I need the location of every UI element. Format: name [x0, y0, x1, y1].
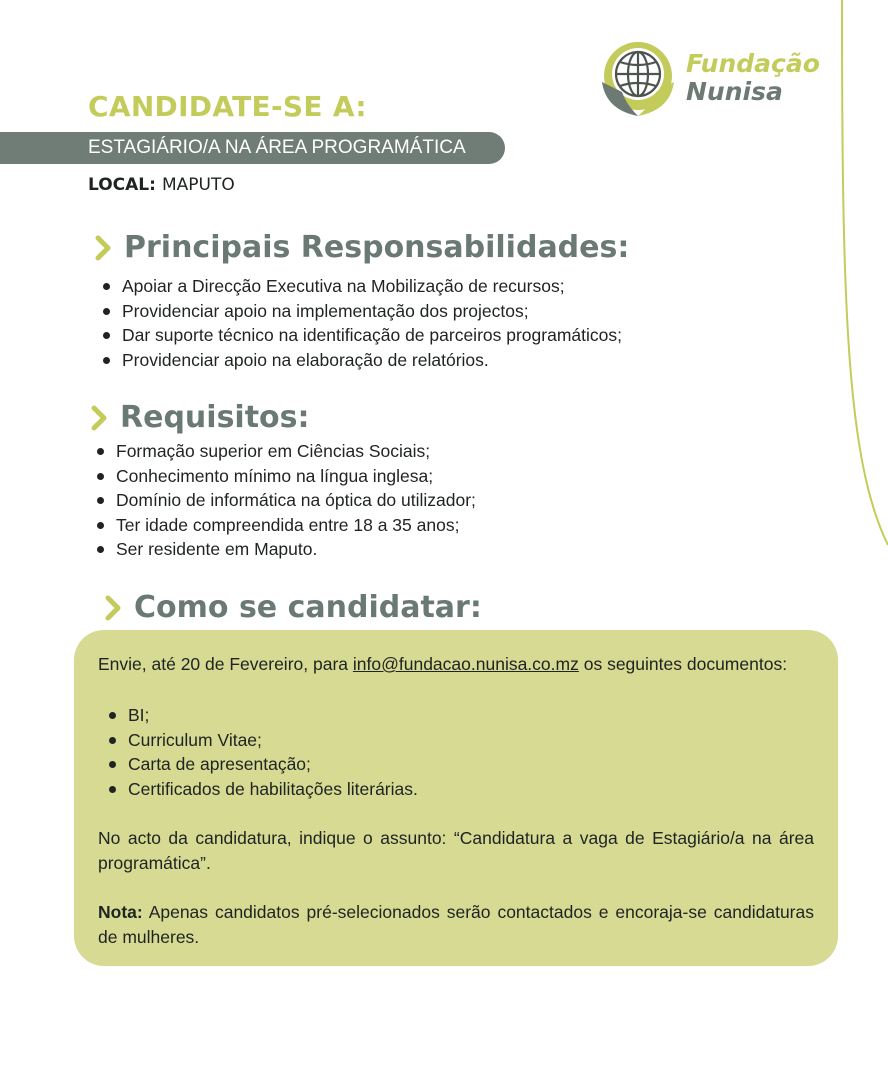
list-item: Providenciar apoio na implementação dos projectos; — [98, 299, 622, 324]
chevron-right-icon — [94, 235, 112, 261]
list-item: Dar suporte técnico na identificação de parceiros programáticos; — [98, 323, 622, 348]
apply-intro-before: Envie, até 20 de Fevereiro, para — [98, 654, 349, 674]
position-title: ESTAGIÁRIO/A NA ÁREA PROGRAMÁTICA — [88, 137, 466, 158]
requirements-heading — [90, 400, 310, 435]
list-item: Certificados de habilitações literárias. — [104, 777, 418, 802]
position-banner — [0, 132, 505, 164]
note — [98, 900, 814, 949]
documents-list — [104, 703, 418, 801]
list-item: Providenciar apoio na elaboração de relatórios. — [98, 348, 622, 373]
list-item: Ter idade compreendida entre 18 a 35 anos; — [92, 513, 476, 538]
apply-heading-text: Como se candidatar: — [134, 590, 482, 625]
list-item: Formação superior em Ciências Sociais; — [92, 439, 476, 464]
list-item: BI; — [104, 703, 418, 728]
location-value: MAPUTO — [161, 175, 235, 195]
responsibilities-heading — [94, 230, 629, 265]
chevron-right-icon — [90, 405, 108, 431]
responsibilities-list — [98, 274, 622, 372]
list-item: Curriculum Vitae; — [104, 728, 418, 753]
globe-hands-icon — [596, 38, 682, 122]
note-label: Nota: — [98, 902, 143, 922]
apply-intro — [98, 652, 814, 677]
list-item: Ser residente em Maputo. — [92, 537, 476, 562]
apply-info-box — [74, 630, 838, 966]
apply-heading — [104, 590, 482, 625]
list-item: Domínio de informática na óptica do utilizador; — [92, 488, 476, 513]
list-item: Carta de apresentação; — [104, 752, 418, 777]
location-line — [88, 175, 235, 195]
note-text: Apenas candidatos pré-selecionados serão contactados e encoraja-se candidaturas de mulheres. — [98, 902, 814, 947]
logo-line-2: Nunisa — [686, 77, 783, 106]
page-title: CANDIDATE-SE A: — [88, 90, 367, 123]
subject-instruction: No acto da candidatura, indique o assunto: “Candidatura a vaga de Estagiário/a na área programática”. — [98, 828, 814, 873]
chevron-right-icon — [104, 595, 122, 621]
email-link[interactable]: info@fundacao.nunisa.co.mz — [352, 654, 579, 674]
fundacao-nunisa-logo — [596, 38, 836, 122]
apply-intro-after: os seguintes documentos: — [583, 654, 788, 674]
responsibilities-heading-text: Principais Responsabilidades: — [124, 230, 630, 265]
requirements-list — [92, 439, 476, 562]
requirements-heading-text: Requisitos: — [120, 400, 310, 435]
list-item: Apoiar a Direcção Executiva na Mobilização de recursos; — [98, 274, 622, 299]
list-item: Conhecimento mínimo na língua inglesa; — [92, 464, 476, 489]
logo-line-1: Fundação — [686, 49, 820, 78]
location-label: LOCAL: — [88, 175, 156, 195]
